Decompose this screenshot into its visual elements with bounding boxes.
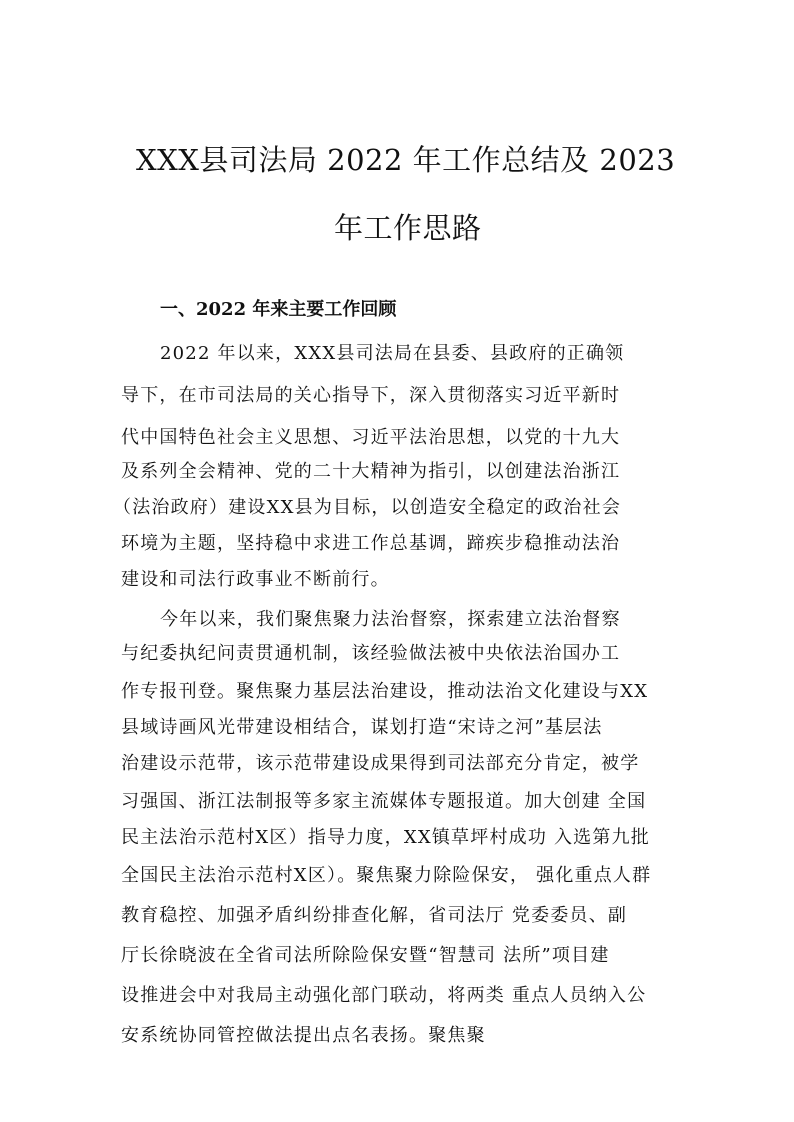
paragraph-2-line-5: 治建设示范带，该示范带建设成果得到司法部充分肯定，被学 (121, 753, 640, 774)
paragraph-2-line-4: 县域诗画风光带建设相结合，谋划打造“宋诗之河”基层法 (121, 717, 603, 738)
section-heading: 一、2022 年来主要工作回顾 (160, 299, 397, 320)
paragraph-2-line-2: 与纪委执纪问责贯通机制，该经验做法被中央依法治国办工 (121, 643, 621, 664)
paragraph-2-line-9: 教育稳控、加强矛盾纠纷排查化解，省司法厅 党委委员、副 (121, 905, 628, 926)
paragraph-1-line-3: 代中国特色社会主义思想、习近平法治思想，以党的十九大 (121, 427, 621, 448)
paragraph-1-line-7: 建设和司法行政事业不断前行。 (121, 569, 390, 590)
paragraph-2-line-12: 安系统协同管控做法提出点名表扬。聚焦聚 (121, 1025, 486, 1046)
paragraph-2-line-3: 作专报刊登。聚焦聚力基层法治建设，推动法治文化建设与XX (121, 681, 649, 702)
paragraph-2-line-7: 民主法治示范村X区）指导力度，XX镇草坪村成功 入选第九批 (121, 827, 650, 848)
paragraph-1-line-1: 2022 年以来，XXX县司法局在县委、县政府的正确领 (160, 343, 625, 364)
document-title-line-1: XXX县司法局 2022 年工作总结及 2023 (136, 143, 676, 177)
paragraph-1-line-2: 导下，在市司法局的关心指导下，深入贯彻落实习近平新时 (121, 385, 621, 406)
paragraph-2-line-8: 全国民主法治示范村X区）。聚焦聚力除险保安， 强化重点人群 (121, 865, 652, 886)
paragraph-2-line-6: 习强国、浙江法制报等多家主流媒体专题报道。加大创建 全国 (121, 791, 647, 812)
paragraph-1-line-4: 及系列全会精神、党的二十大精神为指引，以创建法治浙江 (121, 461, 621, 482)
paragraph-2-line-11: 设推进会中对我局主动强化部门联动，将两类 重点人员纳入公 (121, 985, 647, 1006)
paragraph-2-line-10: 厅长徐晓波在全省司法所除险保安暨“智慧司 法所”项目建 (121, 945, 610, 966)
paragraph-2-line-1: 今年以来，我们聚焦聚力法治督察，探索建立法治督察 (160, 609, 621, 630)
paragraph-1-line-6: 环境为主题，坚持稳中求进工作总基调，蹄疾步稳推动法治 (121, 533, 621, 554)
paragraph-1-line-5: （法治政府）建设XX县为目标，以创造安全稳定的政治社会 (113, 497, 622, 518)
document-title-line-2: 年工作思路 (334, 211, 482, 245)
